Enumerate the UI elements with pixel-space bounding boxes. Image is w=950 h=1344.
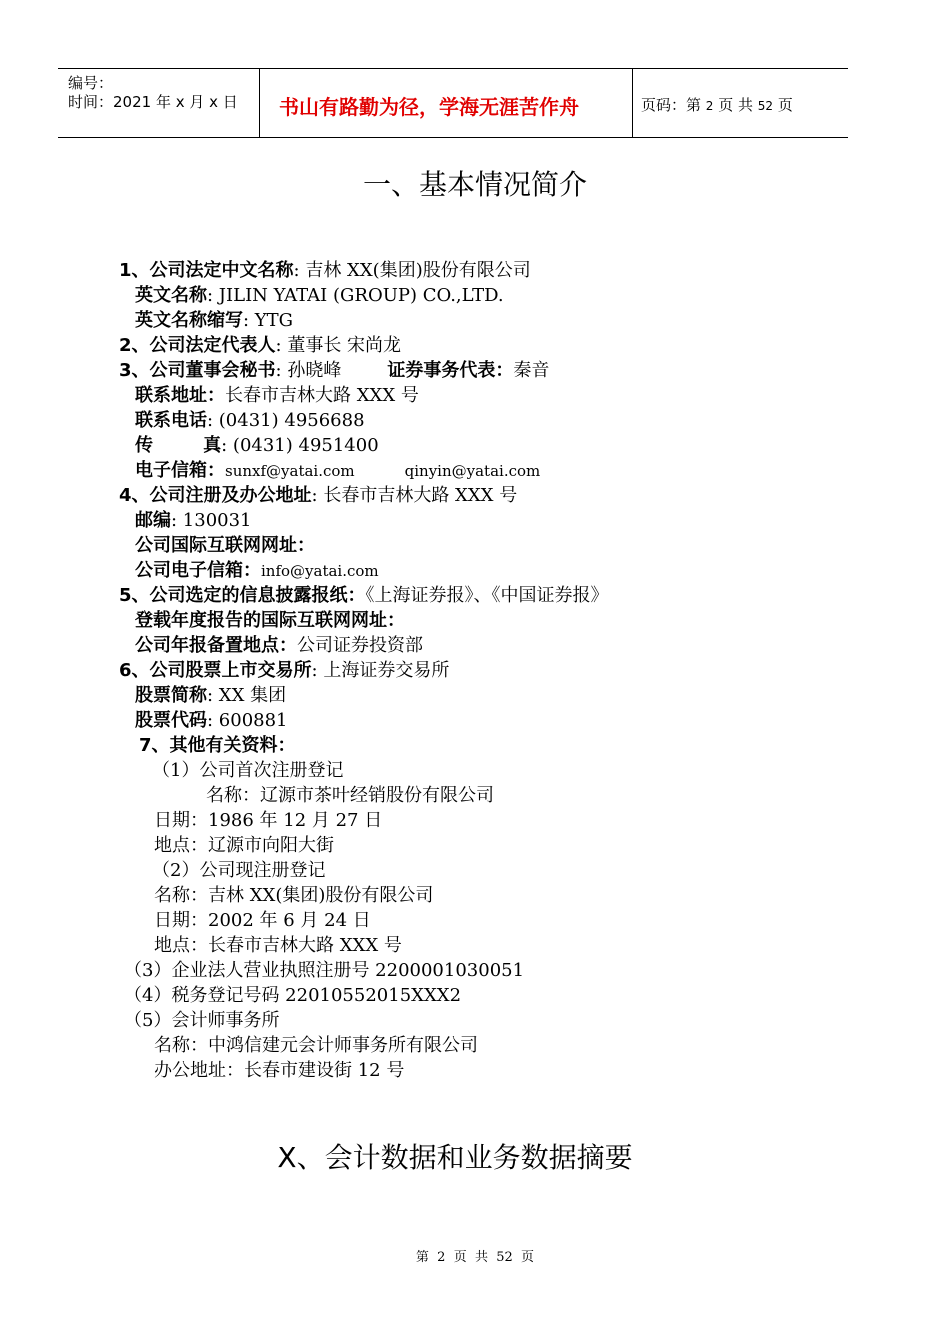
other-line: 地点：辽源市向阳大街 bbox=[154, 835, 334, 856]
other-line: 日期：2002 年 6 月 24 日 bbox=[154, 910, 371, 931]
info-line-phone bbox=[135, 408, 365, 433]
page-mid: 页 共 bbox=[718, 96, 753, 114]
info-value: : 600881 bbox=[207, 710, 288, 731]
info-label: 5、公司选定的信息披露报纸： bbox=[119, 585, 366, 606]
info-label: 2、公司法定代表人 bbox=[119, 335, 276, 356]
info-value: : 吉林 XX(集团)股份有限公司 bbox=[293, 260, 531, 281]
info-value: : 130031 bbox=[171, 510, 252, 531]
info-line-address bbox=[135, 383, 419, 408]
info-label: 公司国际互联网网址： bbox=[135, 535, 315, 556]
other-line: （3）企业法人营业执照注册号 2200001030051 bbox=[124, 960, 525, 981]
info-label-securities-rep: 证券事务代表： bbox=[387, 360, 514, 381]
info-line-fax bbox=[135, 433, 379, 458]
page-total: 52 bbox=[757, 99, 774, 113]
info-line-report-location bbox=[135, 633, 423, 658]
other-line: （1）公司首次注册登记 bbox=[152, 760, 344, 781]
other-line: 日期：1986 年 12 月 27 日 bbox=[154, 810, 383, 831]
section-title-accounting: X、会计数据和业务数据摘要 bbox=[277, 1141, 633, 1174]
info-value: : YTG bbox=[243, 310, 294, 331]
info-label: 英文名称 bbox=[135, 285, 207, 306]
info-value: 公司证券投资部 bbox=[297, 635, 423, 656]
info-line-newspapers bbox=[119, 583, 609, 608]
header-page-cell bbox=[633, 69, 848, 137]
info-label: 联系地址： bbox=[135, 385, 225, 406]
info-value-email-2: qinyin@yatai.com bbox=[404, 462, 541, 480]
info-line-other bbox=[139, 733, 296, 758]
info-value: 长春市吉林大路 XXX 号 bbox=[225, 385, 419, 406]
info-label: 邮编 bbox=[135, 510, 171, 531]
info-value: : (0431) 4951400 bbox=[221, 435, 379, 456]
page-footer bbox=[0, 1246, 950, 1265]
doc-time: 时间：2021 年 x 月 x 日 bbox=[68, 93, 238, 111]
info-label: 登载年度报告的国际互联网网址： bbox=[135, 610, 405, 631]
info-value: : 上海证券交易所 bbox=[311, 660, 450, 681]
section-title-basic-info: 一、基本情况简介 bbox=[362, 168, 587, 201]
info-value: 《上海证券报》、《中国证券报》 bbox=[365, 585, 609, 606]
other-line: （5）会计师事务所 bbox=[124, 1010, 280, 1031]
info-line-secretary bbox=[119, 358, 549, 383]
info-label: 公司电子信箱： bbox=[135, 560, 261, 581]
info-value: : 长春市吉林大路 XXX 号 bbox=[311, 485, 518, 506]
info-value: : 孙晓峰 bbox=[275, 360, 342, 381]
info-line-en-abbr bbox=[135, 308, 293, 333]
info-label: 传 真 bbox=[135, 435, 222, 456]
header-left-cell bbox=[58, 69, 260, 137]
info-line-stock-name bbox=[135, 683, 286, 708]
info-label: 股票代码 bbox=[135, 710, 207, 731]
info-label: 股票简称 bbox=[135, 685, 207, 706]
info-line-reg-address bbox=[119, 483, 517, 508]
info-line-cn-name bbox=[119, 258, 531, 283]
footer-page-number: 第 2 页 共 52 页 bbox=[415, 1250, 535, 1265]
other-line: 名称：中鸿信建元会计师事务所有限公司 bbox=[154, 1035, 478, 1056]
info-value: info@yatai.com bbox=[261, 562, 379, 580]
other-line: （4）税务登记号码 22010552015XXX2 bbox=[124, 985, 462, 1006]
info-label: 3、公司董事会秘书 bbox=[119, 360, 276, 381]
info-line-exchange bbox=[119, 658, 449, 683]
info-label: 电子信箱： bbox=[135, 460, 225, 481]
page-suffix: 页 bbox=[777, 96, 793, 114]
info-line-en-name bbox=[135, 283, 504, 308]
info-label: 联系电话 bbox=[135, 410, 207, 431]
info-line-legal-rep bbox=[119, 333, 401, 358]
info-label: 4、公司注册及办公地址 bbox=[119, 485, 312, 506]
info-value: : JILIN YATAI (GROUP) CO.,LTD. bbox=[207, 285, 504, 306]
header-page-code bbox=[641, 94, 793, 115]
info-label: 1、公司法定中文名称 bbox=[119, 260, 294, 281]
info-value: : XX 集团 bbox=[207, 685, 287, 706]
page-header bbox=[58, 68, 848, 138]
other-line: 地点：长春市吉林大路 XXX 号 bbox=[154, 935, 402, 956]
info-value: : 董事长 宋尚龙 bbox=[275, 335, 402, 356]
info-line-email bbox=[135, 458, 540, 483]
info-label: 6、公司股票上市交易所 bbox=[119, 660, 312, 681]
page-prefix: 页码：第 bbox=[641, 96, 702, 114]
info-label: 英文名称缩写 bbox=[135, 310, 243, 331]
info-value: : (0431) 4956688 bbox=[207, 410, 365, 431]
info-value-securities-rep: 秦音 bbox=[513, 360, 550, 381]
header-motto: 书山有路勤为径，学海无涯苦作舟 bbox=[279, 95, 579, 119]
header-motto-cell bbox=[259, 69, 633, 137]
other-line: 名称：吉林 XX(集团)股份有限公司 bbox=[154, 885, 434, 906]
info-value-email-1: sunxf@yatai.com bbox=[225, 462, 355, 480]
info-line-company-email bbox=[135, 558, 379, 583]
other-line: 办公地址：长春市建设街 12 号 bbox=[154, 1060, 405, 1081]
page-current: 2 bbox=[705, 99, 714, 113]
other-line: 名称：辽源市茶叶经销股份有限公司 bbox=[206, 785, 494, 806]
info-label: 7、其他有关资料： bbox=[139, 735, 296, 756]
info-label: 公司年报备置地点： bbox=[135, 635, 297, 656]
info-line-website bbox=[135, 533, 315, 558]
info-line-postcode bbox=[135, 508, 252, 533]
doc-number-label: 编号： bbox=[68, 74, 114, 92]
info-line-stock-code bbox=[135, 708, 288, 733]
info-line-report-website bbox=[135, 608, 405, 633]
other-line: （2）公司现注册登记 bbox=[152, 860, 326, 881]
